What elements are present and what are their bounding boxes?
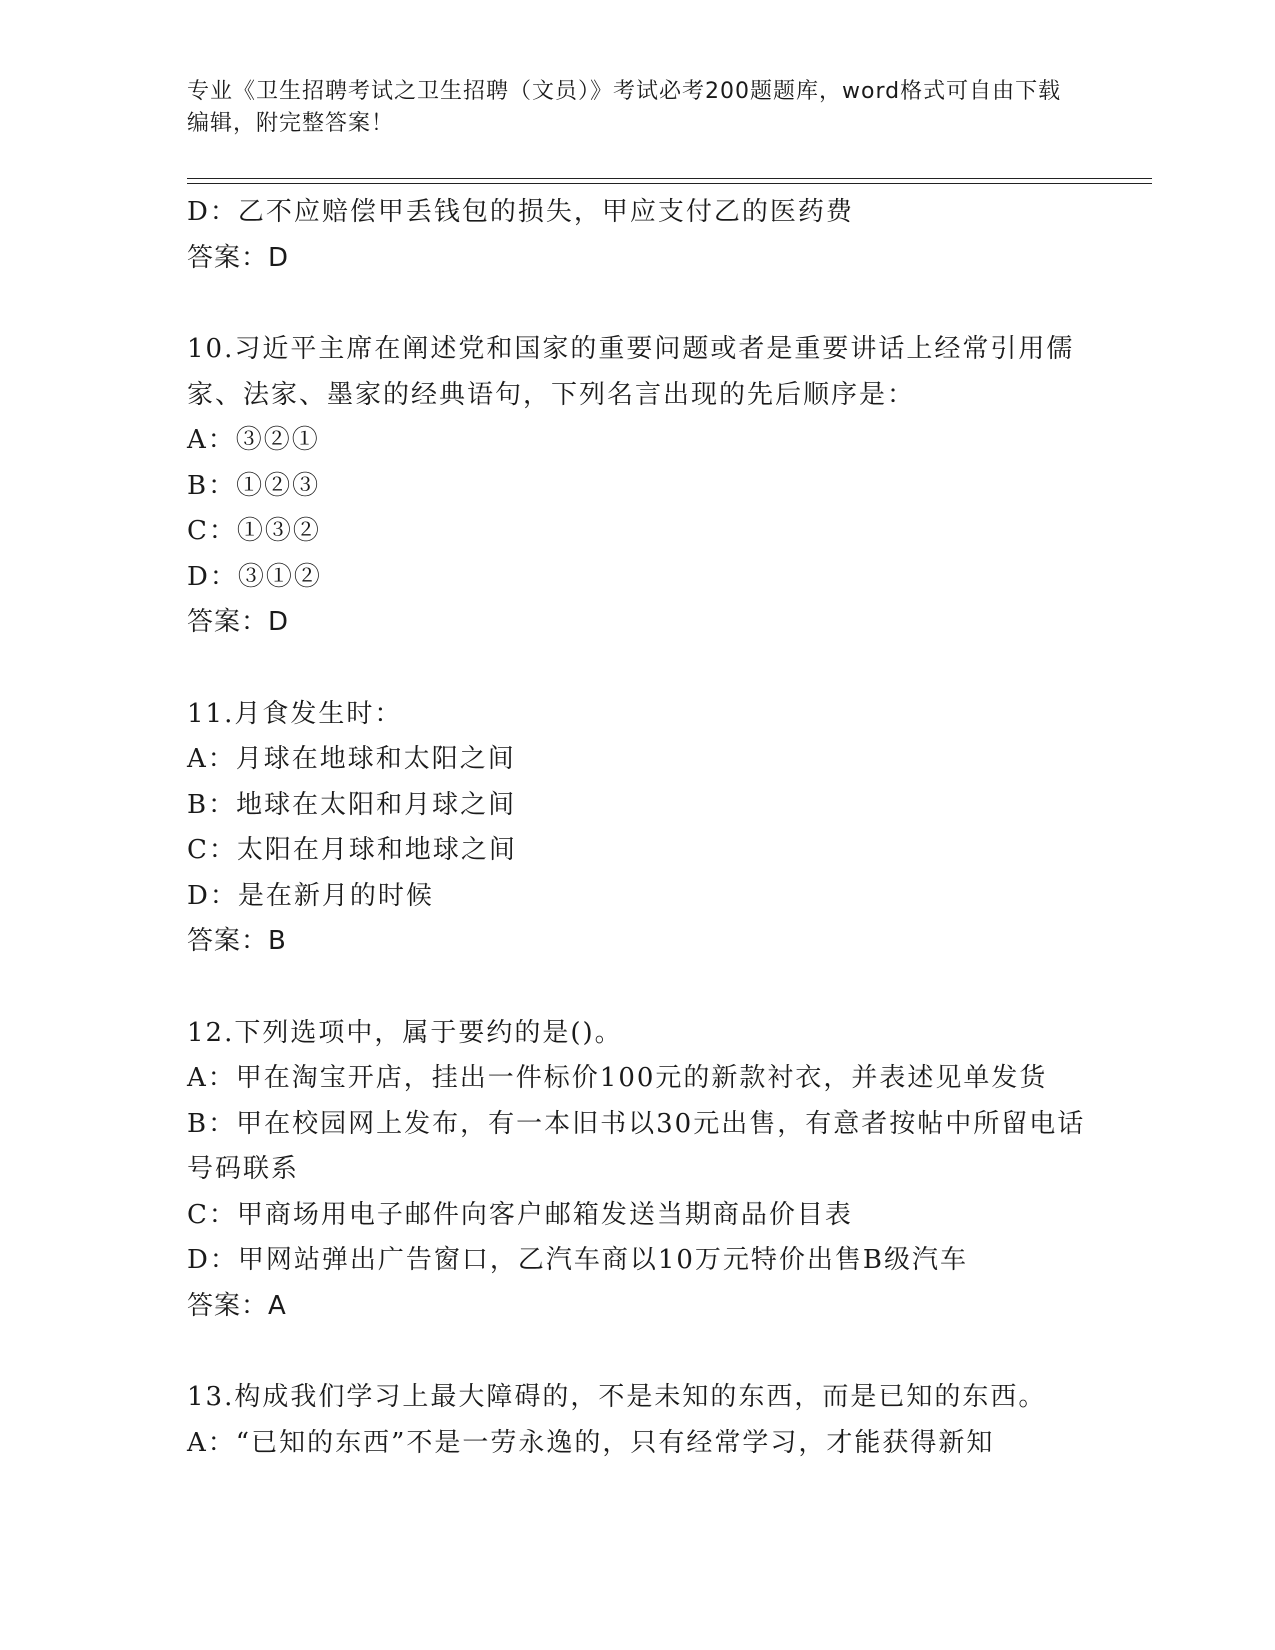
option-d: D：甲网站弹出广告窗口，乙汽车商以10万元特价出售B级汽车 — [187, 1245, 969, 1275]
option-d: D：③①② — [187, 561, 322, 592]
option-a: A：③②① — [187, 425, 320, 455]
option-d: D：是在新月的时候 — [187, 880, 434, 911]
question-stem: 12.下列选项中，属于要约的是()。 — [187, 1017, 623, 1048]
question-stem: 10.习近平主席在阐述党和国家的重要问题或者是重要讲话上经常引用儒家、法家、墨家的经典语句，下列名言出现的先后顺序是： — [187, 334, 1075, 410]
question-stem: 13.构成我们学习上最大障碍的，不是未知的东西，而是已知的东西。 — [187, 1382, 1047, 1412]
answer: 答案：B — [187, 926, 287, 956]
option-c: C：太阳在月球和地球之间 — [187, 835, 517, 865]
option-d: D：乙不应赔偿甲丢钱包的损失，甲应支付乙的医药费 — [187, 197, 854, 227]
option-b: B：地球在太阳和月球之间 — [187, 789, 517, 820]
option-b: B：①②③ — [187, 470, 321, 501]
option-b: B：甲在校园网上发布，有一本旧书以30元出售，有意者按帖中所留电话号码联系 — [187, 1108, 1086, 1184]
question-13 — [187, 1375, 1087, 1466]
answer: 答案：D — [187, 607, 290, 637]
question-12 — [187, 1011, 1087, 1330]
document-body — [187, 190, 1087, 1466]
option-a: A：月球在地球和太阳之间 — [187, 744, 516, 774]
option-a: A：甲在淘宝开店，挂出一件标价100元的新款衬衣，并表述见单发货 — [187, 1063, 1048, 1093]
previous-question-tail — [187, 190, 1087, 281]
answer: 答案：D — [187, 242, 290, 273]
option-a: A：“已知的东西”不是一劳永逸的，只有经常学习，才能获得新知 — [187, 1427, 995, 1458]
option-c: C：甲商场用电子邮件向客户邮箱发送当期商品价目表 — [187, 1199, 853, 1230]
answer: 答案：A — [187, 1290, 287, 1321]
option-c: C：①③② — [187, 516, 321, 546]
header-divider-bottom — [187, 183, 1152, 184]
question-11 — [187, 692, 1087, 965]
question-stem: 11.月食发生时： — [187, 698, 403, 729]
question-10 — [187, 327, 1087, 646]
header-divider-top — [187, 178, 1152, 179]
document-header: 专业《卫生招聘考试之卫生招聘（文员）》考试必考200题题库，word格式可自由下载编辑，附完整答案！ — [187, 79, 1062, 136]
